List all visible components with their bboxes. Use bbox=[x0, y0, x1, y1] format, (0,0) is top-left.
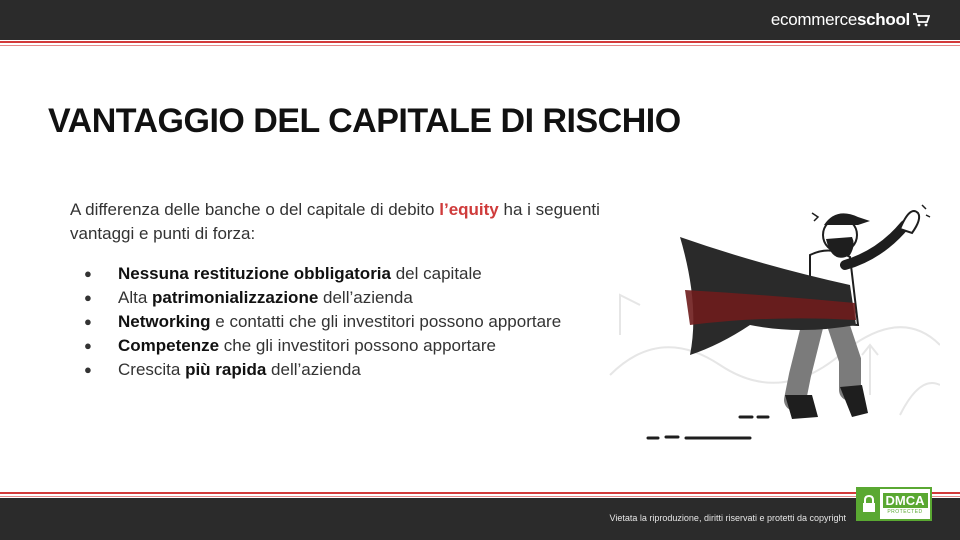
item-text-bold: patrimonializzazione bbox=[152, 288, 319, 307]
intro-text-start: A differenza delle banche o del capitale di debito bbox=[70, 200, 440, 219]
list-item bbox=[84, 334, 561, 358]
intro-text-end: ha i seguenti vantaggi e punti di forza: bbox=[70, 200, 600, 243]
bullet-icon: ● bbox=[84, 314, 92, 329]
item-text-rest: e contatti che gli investitori possono apportare bbox=[210, 312, 562, 331]
bullet-icon: ● bbox=[84, 290, 92, 305]
bullet-icon: ● bbox=[84, 266, 92, 281]
dmca-badge[interactable] bbox=[856, 487, 932, 521]
list-item bbox=[84, 262, 561, 286]
lock-icon bbox=[858, 489, 880, 519]
cap bbox=[824, 213, 870, 225]
item-text-prefix: Crescita bbox=[118, 360, 186, 379]
intro-highlight: l’equity bbox=[439, 200, 499, 219]
brand-logo[interactable] bbox=[771, 10, 930, 30]
intro-paragraph bbox=[70, 198, 630, 246]
dmca-sublabel: PROTECTED bbox=[887, 509, 923, 515]
logo-text-school: school bbox=[857, 10, 910, 29]
legs bbox=[785, 315, 868, 419]
list-item bbox=[84, 286, 561, 310]
speed-lines bbox=[648, 417, 768, 438]
running-man-illustration bbox=[600, 195, 940, 455]
slide-title: VANTAGGIO DEL CAPITALE DI RISCHIO bbox=[48, 102, 681, 140]
bullet-icon: ● bbox=[84, 362, 92, 377]
hand bbox=[900, 211, 919, 233]
item-text-bold: Nessuna restituzione obbligatoria bbox=[118, 264, 391, 283]
list-item bbox=[84, 358, 561, 382]
item-text-bold: Networking bbox=[118, 312, 211, 331]
item-text-bold: più rapida bbox=[185, 360, 267, 379]
footer-divider bbox=[0, 492, 960, 494]
dmca-text bbox=[880, 489, 930, 519]
bullet-icon: ● bbox=[84, 338, 92, 353]
copyright-notice: Vietata la riproduzione, diritti riservati e protetti da copyright bbox=[609, 513, 846, 523]
item-text-rest: del capitale bbox=[391, 264, 482, 283]
item-text-bold: Competenze bbox=[118, 336, 220, 355]
advantages-list bbox=[84, 262, 561, 382]
list-item bbox=[84, 310, 561, 334]
item-text-rest: dell’azienda bbox=[266, 360, 361, 379]
logo-text-ecommerce: ecommerce bbox=[770, 10, 857, 29]
cart-icon bbox=[912, 12, 930, 28]
item-text-rest: che gli investitori possono apportare bbox=[219, 336, 496, 355]
header-divider-thin bbox=[0, 45, 960, 46]
footer-divider-thin bbox=[0, 496, 960, 497]
item-text-rest: dell’azienda bbox=[318, 288, 413, 307]
item-text-prefix: Alta bbox=[118, 288, 153, 307]
dmca-label: DMCA bbox=[883, 493, 928, 508]
header-divider bbox=[0, 41, 960, 43]
